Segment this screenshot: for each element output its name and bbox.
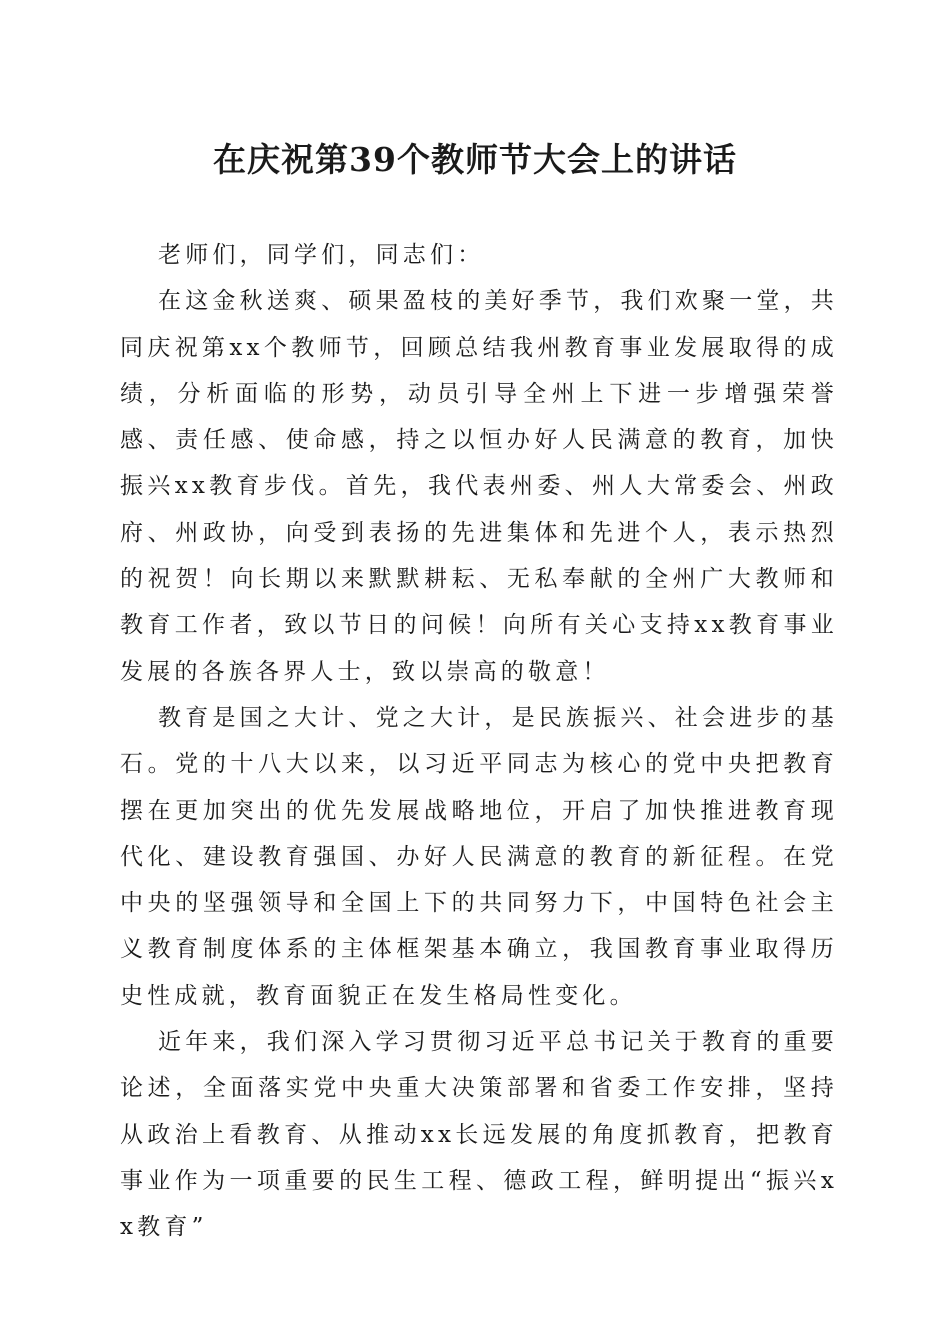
document-title: 在庆祝第39个教师节大会上的讲话 — [213, 140, 737, 179]
paragraph-1: 在这金秋送爽、硕果盈枝的美好季节，我们欢聚一堂，共同庆祝第xx个教师节，回顾总结我州教育事业发展取得的成绩，分析面临的形势，动员引导全州上下进一步增强荣誉感、责任感、使命感，持之以恒办好人民满意的教育，加快振兴xx教育步伐。首先，我代表州委、州人大常委会、州政府、州政协，向受到表扬的先进集体和先进个人，表示热烈的祝贺！向长期以来默默耕耘、无私奉献的全州广大教师和教育工作者，致以节日的问候！向所有关心支持xx教育事业发展的各族各界人士，致以崇高的敬意！ — [120, 288, 838, 685]
salutation: 老师们，同学们，同志们： — [158, 242, 485, 268]
document-body — [120, 232, 838, 1251]
paragraph-2: 教育是国之大计、党之大计，是民族振兴、社会进步的基石。党的十八大以来，以习近平同志为核心的党中央把教育摆在更加突出的优先发展战略地位，开启了加快推进教育现代化、建设教育强国、办好人民满意的教育的新征程。在党中央的坚强领导和全国上下的共同努力下，中国特色社会主义教育制度体系的主体框架基本确立，我国教育事业取得历史性成就，教育面貌正在发生格局性变化。 — [120, 704, 838, 1009]
paragraph-3: 近年来，我们深入学习贯彻习近平总书记关于教育的重要论述，全面落实党中央重大决策部署和省委工作安排，坚持从政治上看教育、从推动xx长远发展的角度抓教育，把教育事业作为一项重要的民生工程、德政工程，鲜明提出“振兴xx教育” — [120, 1029, 838, 1241]
